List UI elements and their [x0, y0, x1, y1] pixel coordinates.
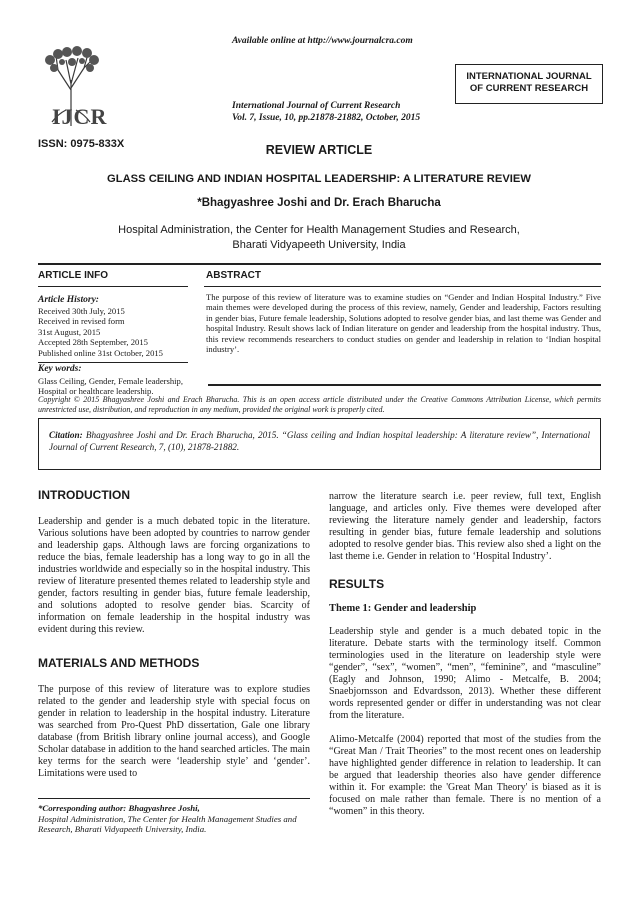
corresponding-text: Hospital Administration, The Center for Health Management Studies and Research, Bharati Vidyapeeth University, India. [38, 813, 297, 834]
issn: ISSN: 0975-833X [38, 138, 125, 150]
abstract-text: The purpose of this review of literature was to examine studies on “Gender and Indian Hospital Industry.” Five main themes were developed during the process of this review, namely, Gender and leadership, Factors resulting in gender bias, Future female leadership, Solutions adopted to resolve gender bias, and last theme was Gender and hospital Industry. Result shows lack of Indian literature on gender and leadership from the hospital industry. Thus, this review recommends researchers to conduct studies on gender and leadership in relation to ‘Indian hospital industry’. [206, 292, 601, 355]
journal-logo [36, 40, 106, 140]
abstract-heading: ABSTRACT [206, 270, 261, 281]
journal-box [455, 64, 603, 104]
history-list [38, 306, 198, 358]
journal-box-line2: OF CURRENT RESEARCH [469, 83, 589, 94]
history-item: Accepted 28th September, 2015 [38, 337, 148, 348]
affiliation-line2: Bharati Vidyapeeth University, India [232, 239, 406, 251]
info-heading-rule [38, 286, 188, 287]
history-item: Received in revised form [38, 316, 125, 327]
results-heading: RESULTS [329, 577, 385, 591]
introduction-heading: INTRODUCTION [38, 488, 130, 502]
article-authors: *Bhagyashree Joshi and Dr. Erach Bharucha [197, 197, 441, 209]
citation-text: Bhagyashree Joshi and Dr. Erach Bharucha, 2015. “Glass ceiling and Indian hospital leadership: A literature review”, International Journal of Current Research, 7, (10), 21878-21882. [49, 430, 591, 452]
keywords-list [38, 376, 208, 397]
journal-name: International Journal of Current Research [232, 101, 401, 111]
article-type: REVIEW ARTICLE [265, 143, 373, 157]
volume-info: Vol. 7, Issue, 10, pp.21878-21882, October, 2015 [232, 113, 421, 123]
keyword-line: Hospital or healthcare leadership. [38, 386, 154, 397]
right-column [329, 491, 601, 818]
history-label: Article History: [38, 295, 99, 305]
history-item: Published online 31st October, 2015 [38, 347, 163, 358]
journal-box-line1: INTERNATIONAL JOURNAL [466, 71, 592, 82]
logo-text: IJCR [52, 104, 108, 129]
theme1-text-2: Alimo-Metcalfe (2004) reported that most of the studies from the “Great Man / Trait Theories” to the most recent ones on leadership have highlighted gender difference in relation to leadership. It can be argued that leadership theories also have gender difference within it. For example: the 'Great Man Theory' is biased as it is focused on male rather than female. There is no mention of a “women” in this theory. [329, 734, 601, 817]
right-text-1: narrow the literature search i.e. peer review, full text, English language, and articles only. Five themes were developed after reviewing the literature namely gender and leadership, factors resulting in gender bias, future female leadership and solutions adopted to resolve gender bias. This review also shed a light on the last theme i.e. Gender in relation to ‘Hospital Industry’. [329, 491, 601, 562]
introduction-text: Leadership and gender is a much debated topic in the literature. Various solutions have been adopted by countries to narrow gender and leadership gaps. Although laws are forcing organizations to reduce the bias, female leadership has a long way to go in all the industries worldwide and especially so in the hospital industry. This review of literature presented themes related to leadership style and gender, factors resulting in gender bias, future female leadership, and solutions adopted to resolve gender bias. Scarcity of information on female leadership in the hospital industry was evident during this review. [38, 516, 310, 635]
history-item: Received 30th July, 2015 [38, 306, 125, 316]
article-info-heading: ARTICLE INFO [38, 270, 108, 281]
methods-text: The purpose of this review of literature was to explore studies related to the gender and leadership style with special focus on gender in relation to leadership in the hospital industry. Literature was searched from Pro-Quest PhD dissertation, Gale one library database (from British library online journal access), and Google Scholar database in addition to the hand searched articles. The main key terms for the search were ‘leadership style’ and ‘gender’. Limitations were used to [38, 684, 310, 779]
affiliation-line1: Hospital Administration, the Center for Health Management Studies and Research, [118, 224, 520, 236]
corresponding-author [38, 803, 310, 835]
abstract-heading-rule [204, 286, 601, 287]
corresponding-label: *Corresponding author: Bhagyashree Joshi, [38, 803, 200, 813]
keywords-label: Key words: [38, 364, 82, 374]
left-column [38, 488, 310, 780]
citation-label: Citation: [49, 430, 83, 440]
top-rule [38, 263, 601, 265]
available-online: Available online at http://www.journalcra.com [232, 36, 413, 46]
history-rule [38, 362, 188, 363]
theme1-text-1: Leadership style and gender is a much debated topic in the literature. Debate starts with the terminology itself. Common terminologies used in the literature on leadership style were “gender”, “sex”, “women”, “men”, “feminine”, and “masculine” (Eagly and Johnson, 1990; Alimo - Metcalfe, B. 2004; Snaebjornsson and Edvardsson, 2013). Whether these different words represented gender or differ in understanding was not clear from the literature. [329, 626, 601, 721]
methods-heading: MATERIALS AND METHODS [38, 656, 200, 670]
article-title: GLASS CEILING AND INDIAN HOSPITAL LEADERSHIP: A LITERATURE REVIEW [107, 173, 531, 185]
history-item: 31st August, 2015 [38, 326, 101, 337]
footnote-rule [38, 798, 310, 799]
citation-box [38, 418, 601, 470]
theme1-heading: Theme 1: Gender and leadership [329, 603, 477, 614]
copyright: Copyright © 2015 Bhagyashree Joshi and Erach Bharucha. This is an open access article distributed under the Creative Commons Attribution License, which permits unrestricted use, distribution, and reproduction in any medium, provided the original work is properly cited. [38, 395, 601, 414]
keyword-line: Glass Ceiling, Gender, Female leadership, [38, 376, 183, 386]
